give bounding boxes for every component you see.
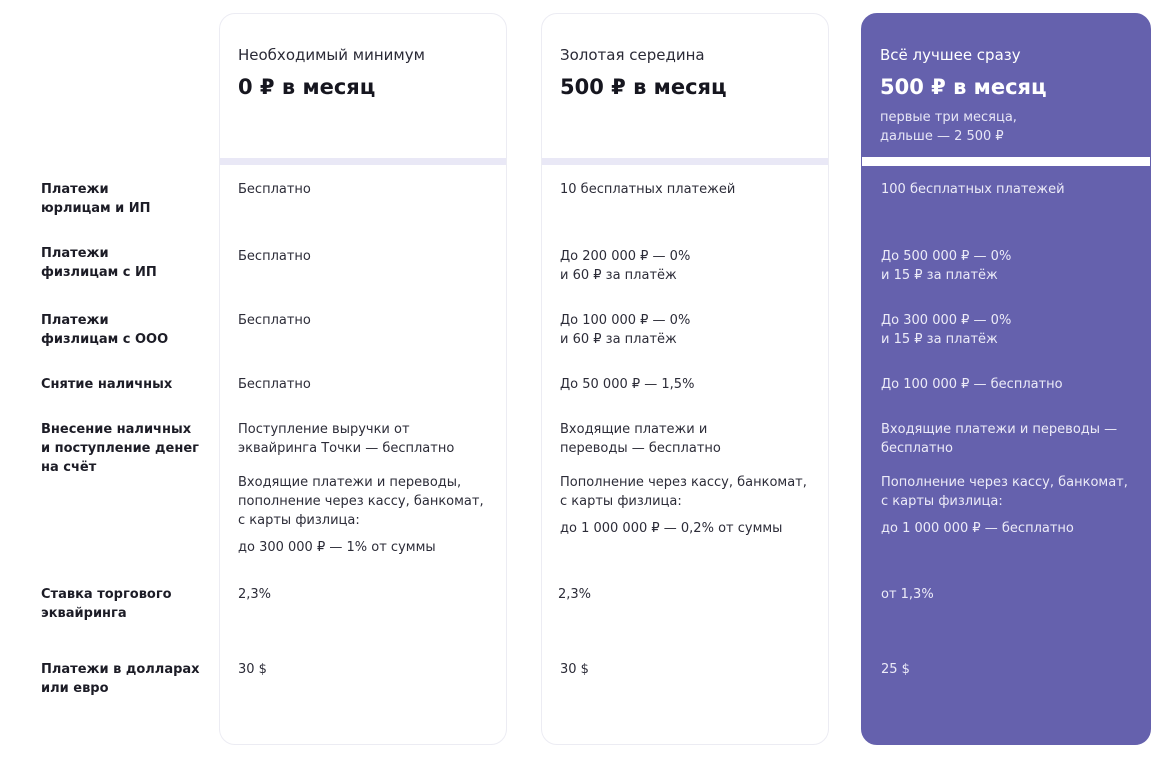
label-line: Платежи в долларах	[41, 662, 200, 677]
cell-ip-individuals-plan2	[560, 247, 822, 285]
cell-line: Входящие платежи и	[560, 422, 708, 437]
cell-line: До 300 000 ₽ — 0%	[881, 313, 1012, 328]
plan-note-line: первые три месяца,	[880, 110, 1017, 125]
cell-deposits-plan1	[238, 420, 500, 557]
cell-line: и 15 ₽ за платёж	[881, 332, 998, 347]
cell-legal-payments-plan2: 10 бесплатных платежей	[560, 182, 736, 197]
cell-line: До 100 000 ₽ — 0%	[560, 313, 691, 328]
label-line: Платежи	[41, 182, 109, 197]
cell-line: и 15 ₽ за платёж	[881, 268, 998, 283]
cell-line: с карты физлица:	[881, 494, 1003, 509]
cell-line: пополнение через кассу, банкомат,	[238, 494, 484, 509]
cell-deposits-plan2	[560, 420, 822, 538]
row-label-ip-individuals	[41, 244, 211, 282]
cell-ip-individuals-plan1: Бесплатно	[238, 249, 311, 264]
cell-line: Поступление выручки от	[238, 422, 410, 437]
cell-cash-withdrawal-plan2: До 50 000 ₽ — 1,5%	[560, 377, 695, 392]
cell-ooo-individuals-plan2	[560, 311, 822, 349]
plan-price: 500 ₽ в месяц	[880, 75, 1047, 99]
cell-line: и 60 ₽ за платёж	[560, 268, 677, 283]
cell-line: До 500 000 ₽ — 0%	[881, 249, 1012, 264]
cell-ooo-individuals-plan3	[881, 311, 1143, 349]
cell-cash-withdrawal-plan3: До 100 000 ₽ — бесплатно	[881, 377, 1063, 392]
label-line: Платежи	[41, 246, 109, 261]
cell-line: до 1 000 000 ₽ — бесплатно	[881, 521, 1074, 536]
label-line: эквайринга	[41, 606, 127, 621]
plan-price-note	[880, 108, 1130, 146]
cell-line: До 200 000 ₽ — 0%	[560, 249, 691, 264]
cell-deposits-plan3	[881, 420, 1143, 538]
label-line: и поступление денег	[41, 441, 199, 456]
row-label-ooo-individuals	[41, 311, 211, 349]
cell-line: и 60 ₽ за платёж	[560, 332, 677, 347]
cell-fx-payments-plan2: 30 $	[560, 662, 589, 677]
row-label-legal-payments	[41, 180, 211, 218]
plan-note-line: дальше — 2 500 ₽	[880, 129, 1004, 144]
header-divider	[220, 158, 506, 165]
plan-price: 500 ₽ в месяц	[560, 75, 727, 99]
label-line: Платежи	[41, 313, 109, 328]
label-line: Ставка торгового	[41, 587, 172, 602]
label-line: или евро	[41, 681, 109, 696]
row-label-deposits	[41, 420, 211, 477]
cell-ooo-individuals-plan1: Бесплатно	[238, 313, 311, 328]
cell-line: Пополнение через кассу, банкомат,	[881, 475, 1128, 490]
cell-ip-individuals-plan3	[881, 247, 1143, 285]
plan-price: 0 ₽ в месяц	[238, 75, 376, 99]
cell-acquiring-plan2: 2,3%	[558, 587, 592, 602]
cell-line: до 300 000 ₽ — 1% от суммы	[238, 540, 436, 555]
plan-name: Золотая середина	[560, 46, 705, 64]
header-divider	[542, 158, 828, 165]
cell-line: с карты физлица:	[560, 494, 682, 509]
cell-line: с карты физлица:	[238, 513, 360, 528]
cell-line: бесплатно	[881, 441, 953, 456]
cell-line: Входящие платежи и переводы —	[881, 422, 1118, 437]
cell-line: до 1 000 000 ₽ — 0,2% от суммы	[560, 521, 783, 536]
header-divider	[862, 157, 1150, 166]
row-label-acquiring	[41, 585, 211, 623]
cell-acquiring-plan1: 2,3%	[238, 587, 272, 602]
label-line: на счёт	[41, 460, 97, 475]
cell-fx-payments-plan1: 30 $	[238, 662, 267, 677]
cell-cash-withdrawal-plan1: Бесплатно	[238, 377, 311, 392]
label-line: физлицам с ООО	[41, 332, 169, 347]
label-line: Внесение наличных	[41, 422, 192, 437]
label-line: юрлицам и ИП	[41, 201, 151, 216]
cell-legal-payments-plan3: 100 бесплатных платежей	[881, 182, 1065, 197]
plan-name: Необходимый минимум	[238, 46, 425, 64]
row-label-fx-payments	[41, 660, 211, 698]
cell-line: Пополнение через кассу, банкомат,	[560, 475, 807, 490]
cell-acquiring-plan3: от 1,3%	[881, 587, 934, 602]
cell-line: Входящие платежи и переводы,	[238, 475, 462, 490]
cell-line: переводы — бесплатно	[560, 441, 721, 456]
cell-fx-payments-plan3: 25 $	[881, 662, 910, 677]
cell-legal-payments-plan1: Бесплатно	[238, 182, 311, 197]
plan-name: Всё лучшее сразу	[880, 46, 1021, 64]
label-line: физлицам с ИП	[41, 265, 157, 280]
row-label-cash-withdrawal: Снятие наличных	[41, 377, 173, 392]
cell-line: эквайринга Точки — бесплатно	[238, 441, 455, 456]
